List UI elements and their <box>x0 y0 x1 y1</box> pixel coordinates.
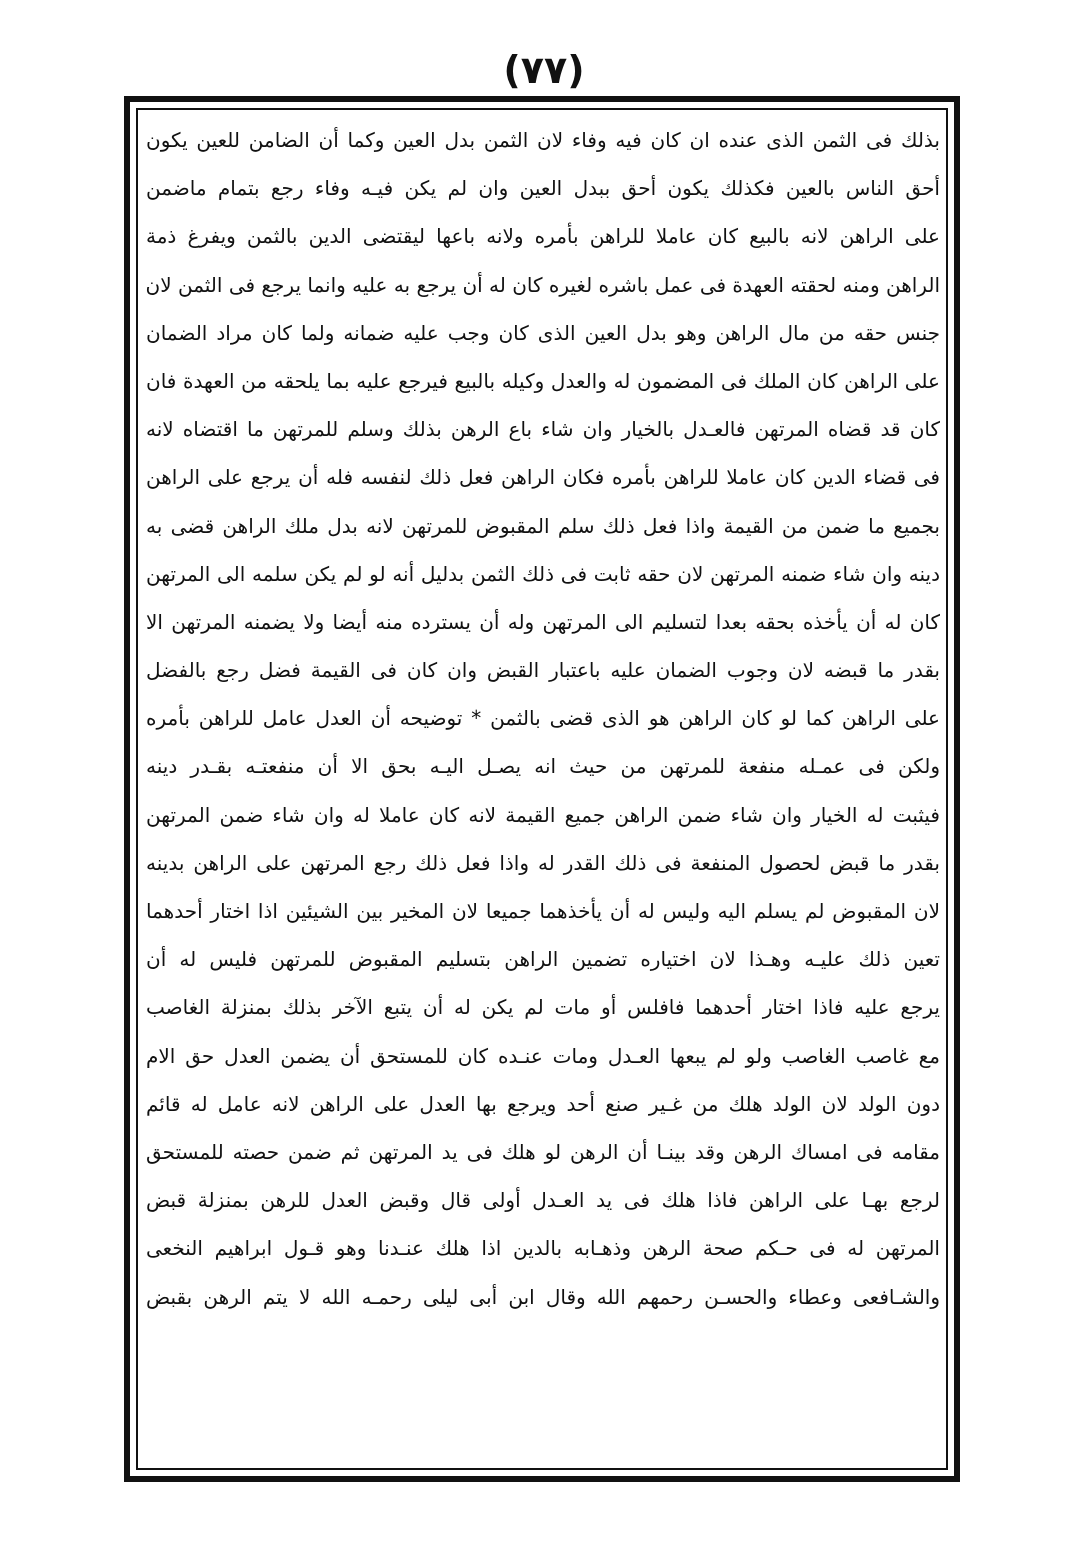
text-line: المرتهن له فى حـكم صحة الرهن وذهـابه بالدين اذا هلك عنـدنا وهو قـول ابراهيم النخعى <box>146 1236 940 1261</box>
text-line: بجميع ما ضمن من القيمة واذا فعل ذلك سلم المقبوض للمرتهن لانه بدل ملك الراهن قضى به <box>146 513 940 538</box>
text-line: جنس حقه من مال الراهن وهو بدل العين الذى كان وجب عليه ضمانه ولما كان مراد الضمان <box>146 320 940 345</box>
text-line: تعين ذلك عليـه وهـذا لان اختياره تضمين الراهن بتسليم المقبوض للمرتهن فليس له أن <box>146 947 940 972</box>
text-line: كان له أن يأخذه بحقه بعدا لتسليم الى المرتهن وله أن يسترده منه أيضا ولا يضمنه المرتهن الا <box>146 609 940 634</box>
text-line: مقامه فى امساك الرهن وقد بينـا أن الرهن لو هلك فى يد المرتهن ثم ضمن حصته للمستحق <box>146 1139 940 1164</box>
page-number: (٧٧) <box>503 48 585 92</box>
body-text <box>146 116 940 1456</box>
text-line: بذلك فى الثمن الذى عنده ان كان فيه وفاء لان الثمن بدل العين وكما أن الضامن للعين يكون <box>146 128 940 152</box>
text-line: بقدر ما قبضه لان وجوب الضمان عليه باعتبار القبض وان كان فى القيمة فضل رجع بالفضل <box>146 658 940 683</box>
text-line: والشـافعى وعطاء والحسـن رحمهم الله وقال ابن أبى ليلى رحمـه الله لا يتم الرهن بقبض <box>146 1284 940 1309</box>
text-line: فيثبت له الخيار وان شاء ضمن الراهن جميع القيمة لانه كان عاملا له وان شاء ضمن المرتهن <box>146 802 940 827</box>
text-line: بقدر ما قبض لحصول المنفعة فى ذلك القدر له واذا فعل ذلك رجع المرتهن على الراهن بدينه <box>146 850 940 875</box>
text-line: الراهن ومنه لحقته العهدة فى عمل باشره لغيره كان له أن يرجع به عليه وانما يرجع فى الثمن لان <box>146 272 940 297</box>
text-line: ولكن فى عمـله منفعة للمرتهن من حيث انه يصـل اليـه بحق الا أن منفعتـه بقـدر دينه <box>146 754 940 779</box>
text-line: على الراهن كان الملك فى المضمون له والعدل وكيله بالبيع فيرجع عليه بما يلحقه من العهدة فان <box>146 368 940 393</box>
text-line: دينه وان شاء ضمنه المرتهن لان حقه ثابت فى ذلك الثمن بدليل أنه لو لم يكن سلمه الى المرتهن <box>146 561 940 586</box>
text-line: لرجع بهـا على الراهن فاذا هلك فى يد العـدل أولى قال وقبض العدل للرهن بمنزلة قبض <box>146 1188 940 1213</box>
text-line: دون الولد لان الولد هلك من غـير صنع أحد ويرجع بها العدل على الراهن لانه عامل له قائم <box>146 1091 940 1116</box>
text-line: كان قد قضاه المرتهن فالعـدل بالخيار وان شاء باع الرهن بذلك وسلم للمرتهن ما اقتضاه لانه <box>146 417 940 442</box>
text-line: فى قضاء الدين كان عاملا للراهن بأمره فكان الراهن فعل ذلك لنفسه فله أن يرجع على الراهن <box>146 465 940 490</box>
text-line: لان المقبوض لم يسلم اليه وليس له أن يأخذهما جميعا لان المخير بين الشيئين اذا اختار أحدهما <box>146 899 940 923</box>
text-line: مع غاصب الغاصب ولو لم يبعها العـدل ومات عنـده كان للمستحق أن يضمن العدل حق الام <box>146 1043 940 1068</box>
text-line: أحق الناس بالعين فكذلك يكون أحق ببدل العين وان لم يكن فيـه وفاء رجع بتمام ماضمن <box>146 176 940 201</box>
text-line: يرجع عليه فاذا اختار أحدهما فافلس أو مات لم يكن له أن يتبع الآخر بذلك بمنزلة الغاصب <box>146 995 940 1020</box>
text-line: على الراهن لانه بالبيع كان عاملا للراهن بأمره ولانه باعها ليقتضى الدين بالثمن ويفرغ ذمة <box>146 224 940 249</box>
text-line: على الراهن كما لو كان الراهن هو الذى قضى بالثمن * توضيحه أن العدل عامل للراهن بأمره <box>146 706 940 731</box>
